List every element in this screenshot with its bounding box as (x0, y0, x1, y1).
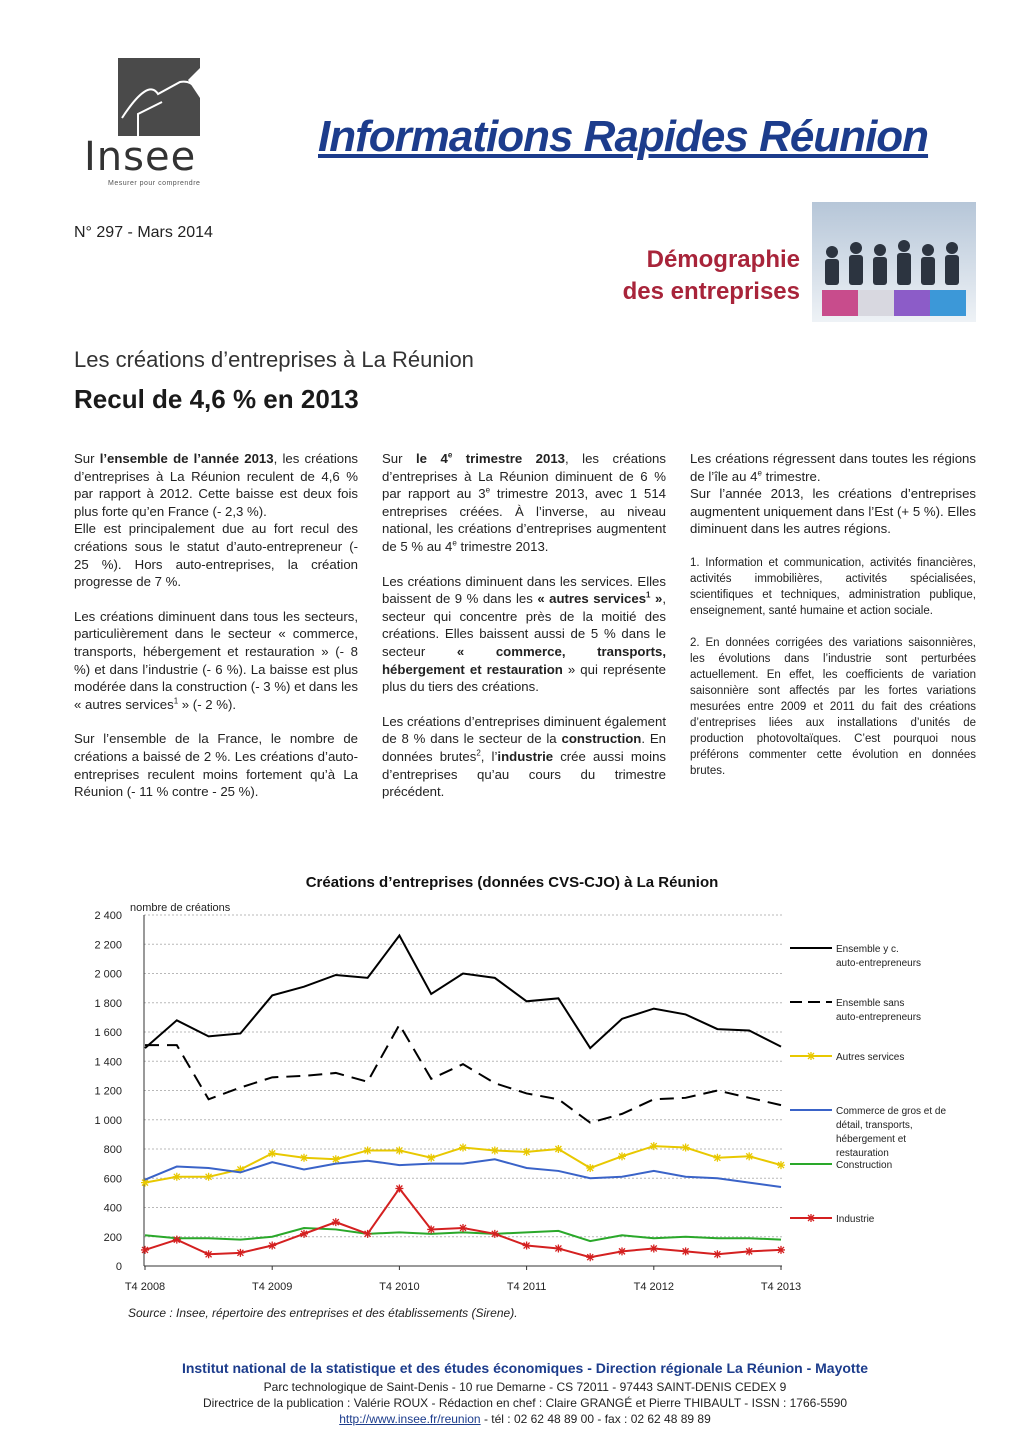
text: trimestre 2013. (456, 538, 549, 554)
paragraph (74, 450, 358, 591)
data-point-marker (618, 1152, 626, 1160)
text: . En données brutes (382, 731, 666, 764)
text: , secteur qui concentre près de la moitié des créations. Elles baissent aussi de 5 % dans le secteur (382, 591, 667, 659)
footer-contact (0, 1411, 1024, 1427)
legend-label: auto-entrepreneurs (836, 1012, 922, 1023)
y-tick-label: 1 200 (94, 1085, 122, 1098)
data-point-marker (682, 1247, 690, 1255)
data-point-marker (586, 1164, 594, 1172)
text-column-3 (690, 450, 976, 795)
text: , les créations d’entreprises à La Réunion reculent de 4,6 % par rapport à 2012. Cette baisse est deux fois plus forte qu’en France (- 2,3 %). (74, 451, 359, 519)
data-point-marker (650, 1244, 658, 1252)
footnotes (690, 555, 976, 779)
superscript: e (485, 485, 491, 495)
text-column-2 (382, 450, 666, 818)
data-point-marker (300, 1154, 308, 1162)
theme-label (623, 244, 800, 308)
legend-label: restauration (836, 1148, 889, 1159)
y-tick-label: 1 800 (94, 997, 122, 1010)
data-point-marker (268, 1242, 276, 1250)
logo-graph-icon (118, 58, 200, 136)
business-people-illustration (812, 202, 976, 322)
data-point-marker (332, 1155, 340, 1163)
website-link[interactable]: http://www.insee.fr/reunion (339, 1412, 481, 1426)
text: Sur (74, 451, 100, 466)
footer-details (0, 1379, 1024, 1427)
x-tick-label: T4 2008 (124, 1281, 166, 1293)
article-subtitle: Les créations d’entreprises à La Réunion (74, 347, 474, 372)
data-point-marker (141, 1246, 149, 1254)
data-point-marker (554, 1244, 562, 1252)
footnote-ref: 1 (646, 590, 651, 600)
text: » (650, 591, 663, 607)
data-point-marker (618, 1247, 626, 1255)
text: crée aussi moins d’entreprises qu’au cours du trimestre précédent. (382, 748, 667, 800)
data-point-marker (586, 1253, 594, 1261)
text: Les créations diminuent dans les services. Elles baissent de 9 % dans les (382, 573, 666, 607)
text: trimestre 2013, avec 1 514 entreprises créées. À l’inverse, au niveau national, les créations d’entreprises augmentent de 5 % au 4 (382, 486, 666, 554)
text: le 4 (416, 451, 448, 466)
theme-line-2: des entreprises (622, 278, 800, 305)
text: trimestre. (761, 468, 821, 484)
data-point-marker (395, 1184, 403, 1192)
legend-label: Construction (836, 1160, 893, 1171)
data-point-marker (523, 1242, 531, 1250)
paragraph (690, 450, 976, 538)
y-tick-label: 2 400 (94, 910, 122, 922)
legend-marker (807, 1052, 815, 1060)
legend-label: auto-entrepreneurs (836, 958, 922, 969)
text: Les créations régressent dans toutes les régions de l’île au 4 (690, 451, 976, 484)
text-bold: industrie (497, 748, 554, 764)
data-point-marker (205, 1173, 213, 1181)
data-point-marker (236, 1249, 244, 1257)
text: , les créations d’entreprises à La Réunion diminuent de 6 % par rapport au 3 (382, 451, 666, 502)
data-point-marker (554, 1145, 562, 1153)
y-axis-label: nombre de créations (130, 902, 231, 914)
article-headline: Recul de 4,6 % en 2013 (74, 384, 359, 414)
chart-source: Source : Insee, répertoire des entreprises et des établissements (Sirene). (128, 1306, 518, 1320)
legend-marker (807, 1214, 815, 1222)
insee-logo-tagline: Mesurer pour comprendre (108, 180, 201, 187)
text: Elle est principalement due au fort recul des créations sous le statut d’auto-entrepreneur (- 25 %). Hors auto-entreprises, la création progresse de 7 %. (74, 521, 358, 590)
x-tick-label: T4 2009 (252, 1281, 293, 1293)
text: » (- 2 %). (178, 696, 237, 712)
data-point-marker (427, 1225, 435, 1233)
text: Sur (382, 451, 416, 466)
text-bold: construction (561, 731, 642, 747)
y-tick-label: 0 (115, 1261, 122, 1273)
theme-line-1: Démographie (646, 246, 800, 273)
text: Les créations diminuent dans tous les secteurs, particulièrement dans le secteur « commerce, transports, hébergement et restauration » (- 8 %) et dans l’industrie (- 6 %). La baisse est plus modérée dans la construction (- 3 %) et dans les « autres services (74, 608, 358, 712)
data-point-marker (713, 1154, 721, 1162)
data-point-marker (268, 1149, 276, 1157)
y-tick-label: 2 000 (94, 968, 122, 981)
data-point-marker (205, 1250, 213, 1258)
data-point-marker (364, 1230, 372, 1238)
data-point-marker (682, 1144, 690, 1152)
text-bold: « commerce, transports, hébergement et restauration (382, 643, 666, 677)
superscript: e (757, 468, 762, 478)
data-point-marker (395, 1146, 403, 1154)
footer-address: Parc technologique de Saint-Denis - 10 rue Demarne - CS 72011 - 97443 SAINT-DENIS CEDEX 9 (263, 1380, 787, 1394)
legend-label: Autres services (836, 1052, 905, 1063)
text-column-1 (74, 450, 358, 818)
y-tick-label: 1 000 (94, 1114, 122, 1127)
footnote-1: 1. Information et communication, activités financières, activités immobilières, activités spécialisées, scientifiques et techniques, administration publique, enseignement, santé humaine et action sociale. (690, 556, 976, 617)
text-bold: l’ensemble de l’année 2013 (99, 451, 274, 466)
footer-institute: Institut national de la statistique et des études économiques - Direction régionale La Réunion - Mayotte (181, 1360, 869, 1376)
data-point-marker (777, 1161, 785, 1169)
data-point-marker (300, 1230, 308, 1238)
text-bold (416, 451, 565, 466)
paragraph (382, 573, 666, 696)
legend-label: détail, transports, (836, 1120, 913, 1131)
footnote-ref: 1 (173, 696, 179, 706)
paragraph (74, 608, 358, 714)
data-point-marker (777, 1246, 785, 1254)
y-tick-label: 200 (103, 1231, 122, 1244)
data-point-marker (745, 1247, 753, 1255)
data-point-marker (713, 1250, 721, 1258)
series-line-6 (145, 1188, 781, 1257)
legend-label: Ensemble sans (836, 998, 905, 1009)
data-point-marker (173, 1236, 181, 1244)
data-point-marker (173, 1173, 181, 1181)
data-point-marker (427, 1154, 435, 1162)
y-tick-label: 1 600 (94, 1027, 122, 1039)
data-point-marker (650, 1142, 658, 1150)
paragraph (382, 713, 666, 801)
x-tick-label: T4 2012 (633, 1281, 674, 1293)
data-point-marker (459, 1144, 467, 1152)
data-point-marker (332, 1218, 340, 1226)
text: , l’ (480, 748, 498, 764)
superscript: e (452, 538, 457, 548)
y-tick-label: 600 (103, 1173, 122, 1186)
series-line-4 (145, 1159, 781, 1187)
chart-title: Créations d’entreprises (données CVS-CJO) à La Réunion (305, 874, 719, 891)
legend-label: Industrie (836, 1214, 875, 1225)
y-tick-label: 1 400 (94, 1056, 122, 1069)
footnote-ref: 2 (476, 748, 481, 758)
x-tick-label: T4 2011 (506, 1281, 547, 1293)
y-tick-label: 800 (103, 1144, 122, 1156)
paragraph: Sur l’ensemble de la France, le nombre de créations a baissé de 2 %. Les créations d’auto-entreprises reculent moins fortement qu’à La Réunion (- 11 % contre - 25 %). (74, 731, 358, 800)
publication-title[interactable]: Informations Rapides Réunion (318, 112, 929, 161)
legend-label: hébergement et (836, 1134, 907, 1145)
footnote-2: 2. En données corrigées des variations saisonnières, les évolutions dans l’industrie sont perturbées actuellement. En effet, les coefficients de variation saisonnière sont affectés par les fortes variations mesurées entre 2009 et 2011 du fait des créations d’entreprises liées aux installations d’unités de production photovoltaïques. C’est pourquoi nous préférons commenter cette évolution en données brutes. (690, 636, 976, 777)
data-point-marker (745, 1152, 753, 1160)
y-tick-label: 2 200 (94, 939, 122, 952)
text: Sur l’année 2013, les créations d’entreprises augmentent uniquement dans l’Est (+ 5 %). Elles diminuent dans les autres régions. (690, 486, 976, 537)
text: trimestre 2013 (452, 451, 565, 466)
text: Les créations d’entreprises diminuent également de 8 % dans le secteur de la (382, 713, 666, 747)
data-point-marker (491, 1146, 499, 1154)
series-line-1 (145, 935, 781, 1048)
insee-logo-text: Insee (84, 134, 197, 180)
text-bold (537, 591, 662, 606)
data-point-marker (523, 1148, 531, 1156)
data-point-marker (364, 1146, 372, 1154)
text: » qui représente plus du tiers des créations. (382, 661, 666, 695)
x-tick-label: T4 2013 (760, 1281, 802, 1293)
legend-label: Ensemble y c. (836, 944, 899, 955)
legend-label: Commerce de gros et de (836, 1106, 947, 1117)
line-chart (60, 898, 1000, 1298)
footer-credits: Directrice de la publication : Valérie ROUX - Rédaction en chef : Claire GRANGÉ et Pierre THIBAULT - ISSN : 1766-5590 (202, 1396, 848, 1410)
x-tick-label: T4 2010 (379, 1281, 420, 1293)
paragraph (382, 450, 666, 556)
insee-logo-mark (118, 58, 200, 136)
data-point-marker (491, 1230, 499, 1238)
data-point-marker (141, 1179, 149, 1187)
issue-number: N° 297 - Mars 2014 (74, 224, 213, 241)
text: « autres services (537, 591, 647, 607)
superscript: e (447, 450, 453, 460)
series-line-2 (145, 1025, 781, 1123)
data-point-marker (459, 1224, 467, 1232)
y-tick-label: 400 (103, 1202, 122, 1215)
phone-fax: - tél : 02 62 48 89 00 - fax : 02 62 48 89 89 (480, 1412, 711, 1426)
